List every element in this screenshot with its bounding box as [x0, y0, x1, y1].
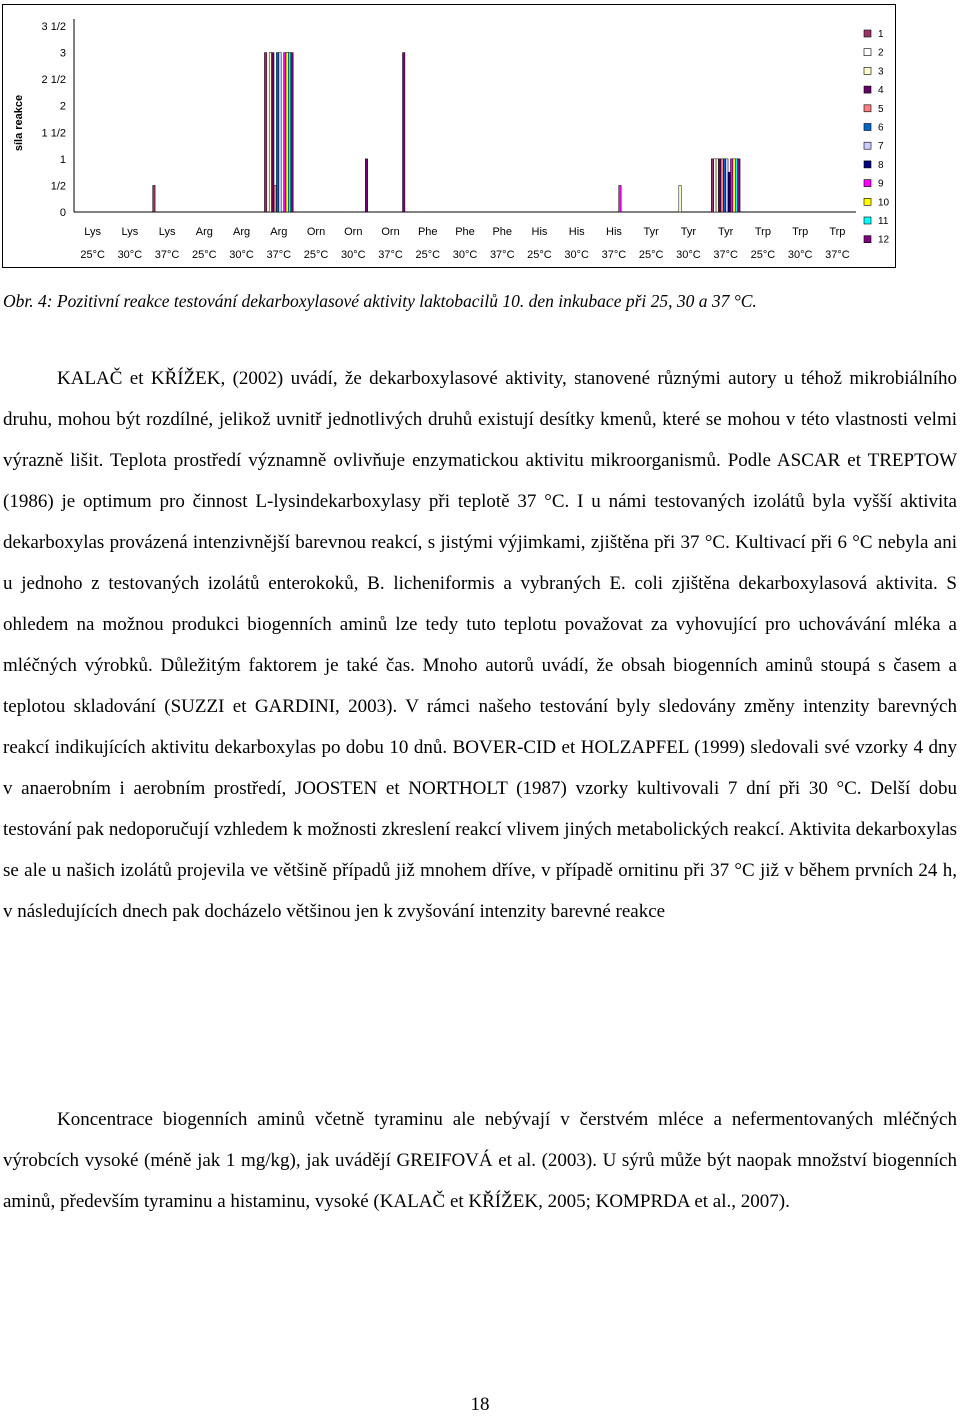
y-tick-label: 1/2: [50, 180, 66, 193]
x-tick-label-amino: Trp: [829, 226, 846, 238]
bar: [291, 53, 293, 212]
legend-label: 10: [878, 197, 890, 209]
y-ticks: [42, 21, 66, 219]
figure-caption: Obr. 4: Pozitivní reakce testování dekarboxylasové aktivity laktobacilů 10. den inkubace při 25, 30 a 37 °C.: [3, 291, 757, 311]
x-tick-label-temp: 37°C: [713, 249, 738, 261]
bar: [728, 172, 730, 212]
x-tick-label-temp: 30°C: [452, 249, 478, 261]
legend-swatch: [864, 49, 871, 56]
legend-swatch: [864, 30, 871, 37]
y-tick-label: 1: [59, 153, 66, 166]
x-tick-label-temp: 25°C: [415, 249, 441, 261]
x-tick-label-amino: Phe: [417, 226, 438, 238]
x-tick-label-amino: Trp: [754, 226, 771, 238]
x-tick-label-amino: Phe: [455, 226, 475, 238]
bar: [272, 53, 274, 212]
bar: [716, 159, 718, 212]
legend-label: 12: [878, 234, 890, 246]
x-tick-label-temp: 25°C: [303, 249, 329, 261]
legend-swatch: [864, 67, 871, 74]
x-tick-label-temp: 37°C: [825, 249, 850, 261]
bar: [726, 159, 728, 212]
bar: [284, 53, 286, 212]
bar: [721, 159, 723, 212]
legend-swatch: [864, 86, 871, 93]
x-tick-label-temp: 25°C: [80, 249, 105, 261]
bar: [711, 159, 713, 212]
legend-label: 6: [878, 122, 884, 134]
x-tick-label-amino: Arg: [195, 226, 213, 238]
bar: [679, 185, 681, 212]
x-tick-labels: [80, 226, 849, 261]
bar: [714, 159, 716, 212]
x-tick-label-amino: His: [606, 226, 622, 238]
body-paragraph-1: [3, 358, 957, 932]
x-tick-label-amino: His: [568, 226, 585, 238]
bar: [718, 159, 720, 212]
legend-label: 5: [878, 103, 884, 115]
x-tick-label-amino: Arg: [233, 226, 251, 238]
bar: [733, 159, 735, 212]
bar: [276, 53, 278, 212]
legend-swatch: [864, 142, 871, 149]
bar: [730, 159, 732, 212]
legend-label: 3: [878, 66, 884, 78]
x-tick-label-amino: Trp: [792, 226, 809, 238]
y-tick-label: 1 1/2: [41, 127, 66, 140]
bar: [365, 159, 367, 212]
x-tick-label-temp: 25°C: [192, 249, 217, 261]
legend-label: 4: [878, 85, 884, 97]
legend-label: 7: [878, 141, 884, 153]
x-tick-label-temp: 30°C: [676, 249, 701, 261]
chart-frame: [2, 4, 896, 268]
bar: [264, 53, 266, 212]
bar: [288, 53, 290, 212]
x-tick-label-amino: Orn: [344, 226, 363, 238]
x-tick-label-temp: 25°C: [527, 249, 552, 261]
legend-swatch: [864, 236, 871, 243]
legend-swatch: [864, 217, 871, 224]
x-tick-label-amino: His: [531, 226, 548, 238]
bar: [153, 185, 155, 212]
bar: [735, 159, 737, 212]
y-tick-label: 3 1/2: [41, 21, 66, 33]
bar: [619, 185, 621, 212]
x-tick-label-temp: 25°C: [638, 249, 664, 261]
x-tick-label-temp: 37°C: [378, 249, 403, 261]
x-tick-label-amino: Lys: [158, 226, 176, 238]
x-tick-label-amino: Orn: [381, 226, 400, 238]
legend-label: 1: [878, 29, 884, 40]
legend-label: 2: [878, 47, 884, 59]
legend: [864, 29, 890, 246]
y-axis-label: síla reakce: [13, 94, 25, 152]
y-tick-label: 0: [59, 207, 66, 219]
y-tick-label: 2 1/2: [41, 74, 66, 87]
x-tick-label-temp: 37°C: [601, 249, 627, 261]
bar: [279, 53, 281, 212]
x-tick-label-temp: 30°C: [564, 249, 590, 261]
legend-swatch: [864, 105, 871, 112]
legend-swatch: [864, 180, 871, 187]
x-tick-label-amino: Lys: [84, 226, 101, 238]
bar: [723, 159, 725, 212]
x-tick-label-amino: Orn: [306, 226, 326, 238]
legend-label: 8: [878, 159, 884, 171]
x-tick-label-amino: Arg: [270, 226, 288, 238]
paragraph-text: KALAČ et KŘÍŽEK, (2002) uvádí, že dekarboxylasové aktivity, stanovené různými autory u téhož mikrobiálního druhu, mohou být rozdílné, jelikož uvnitř jednotlivých druhů existují desítky kmenů, které se mohou v této vlastnosti velmi výrazně lišit. Teplota prostředí významně ovlivňuje enzymatickou aktivitu mikroorganismů. Podle ASCAR et TREPTOW (1986) je optimum pro činnost L-lysindekarboxylasy při teplotě 37 °C. I u námi testovaných izolátů byla vyšší aktivita dekarboxylas provázená intenzivnější barevnou reakcí, s jistými výjimkami, zjištěna při 37 °C. Kultivací při 6 °C nebyla ani u jednoho z testovaných izolátů enterokoků, B. licheniformis a vybraných E. coli zjištěna dekarboxylasová aktivita. S ohledem na možnou produkci biogenních aminů lze tedy tuto teplotu považovat za vyhovující pro uchovávání mléka a mléčných výrobků. Důležitým faktorem je také čas. Mnoho autorů uvádí, že obsah biogenních aminů stoupá s časem a teplotou skladování (SUZZI et GARDINI, 2003). V rámci našeho testování byly sledovány změny intenzity barevných reakcí indikujících aktivitu dekarboxylas po dobu 10 dnů. BOVER-CID et HOLZAPFEL (1999) sledovali své vzorky 4 dny v anaerobním i aerobním prostředí, JOOSTEN et NORTHOLT (1987) vzorky kultivovali 7 dní při 30 °C. Delší dobu testování pak nedoporučují vzhledem k možnosti zkreslení reakcí vlivem jiných metabolických reakcí. Aktivita dekarboxylas se ale u našich izolátů projevila ve většině případů již mnohem dříve, v případě ornitinu při 37 °C již v během prvních 24 h, v následujících dnech pak docházelo většinou jen k zvyšování intenzity barevné reakce: [3, 368, 957, 922]
y-tick-label: 3: [59, 47, 66, 60]
x-tick-label-temp: 30°C: [787, 249, 813, 261]
x-tick-label-amino: Tyr: [643, 226, 659, 238]
paragraph-text: Koncentrace biogenních aminů včetně tyraminu ale nebývají v čerstvém mléce a nefermentovaných mléčných výrobcích vysoké (méně jak 1 mg/kg), jak uvádějí GREIFOVÁ et al. (2003). U sýrů může být naopak množství biogenních aminů, především tyraminu a histaminu, vysoké (KALAČ et KŘÍŽEK, 2005; KOMPRDA et al., 2007).: [3, 1109, 957, 1212]
legend-swatch: [864, 124, 871, 131]
bars: [153, 53, 740, 212]
bar: [286, 53, 288, 212]
x-tick-label-amino: Phe: [492, 226, 513, 238]
legend-label: 11: [878, 216, 889, 227]
legend-swatch: [864, 198, 871, 205]
x-tick-label-temp: 37°C: [489, 249, 515, 261]
x-tick-label-temp: 30°C: [229, 249, 254, 261]
bar: [274, 185, 276, 212]
body-paragraph-2: [3, 1099, 957, 1222]
x-tick-label-temp: 37°C: [266, 249, 292, 261]
legend-label: 9: [878, 178, 884, 190]
page-number: 18: [470, 1394, 490, 1415]
x-tick-label-temp: 30°C: [117, 249, 143, 261]
bar-chart: [3, 5, 897, 269]
x-tick-label-temp: 30°C: [340, 249, 366, 261]
legend-swatch: [864, 161, 871, 168]
x-tick-label-amino: Tyr: [680, 226, 697, 238]
x-tick-label-amino: Tyr: [718, 226, 734, 238]
bar: [269, 53, 271, 212]
x-tick-label-amino: Lys: [121, 226, 139, 238]
bar: [738, 159, 740, 212]
x-tick-label-temp: 37°C: [154, 249, 180, 261]
bar: [403, 53, 405, 212]
y-tick-label: 2: [59, 100, 66, 113]
x-tick-label-temp: 25°C: [750, 249, 776, 261]
